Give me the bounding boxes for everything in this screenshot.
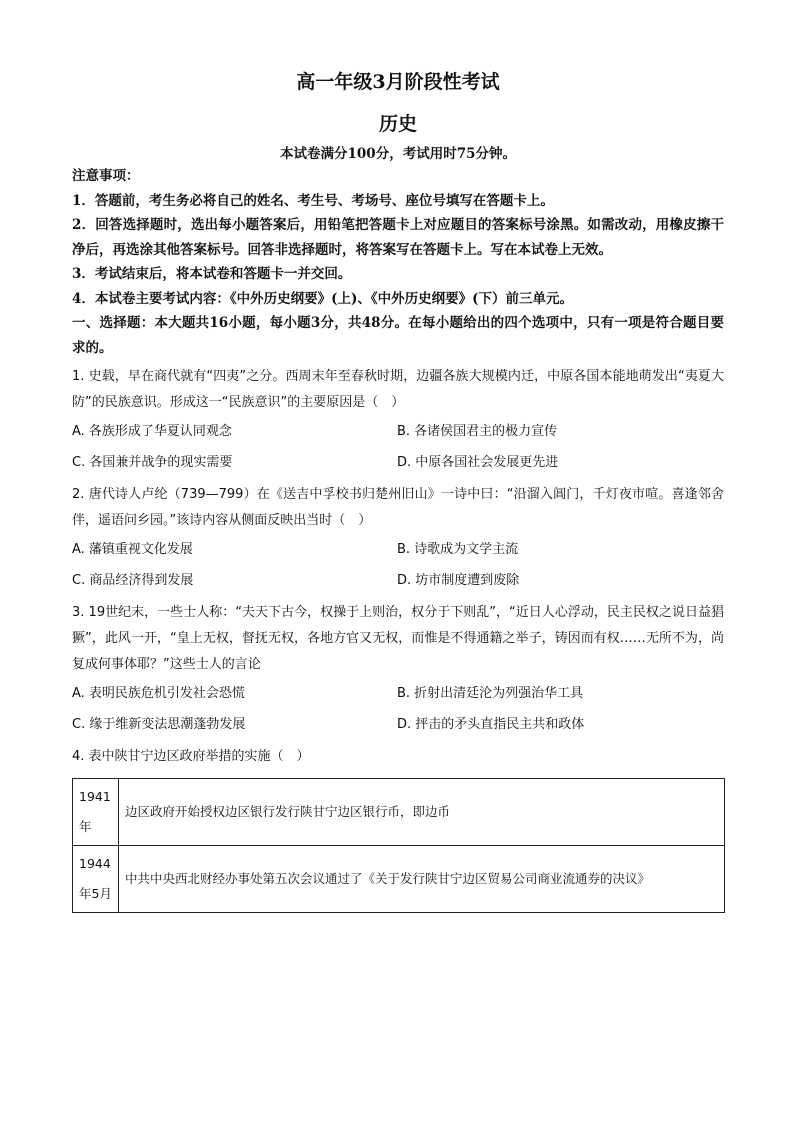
question-stem: 2. 唐代诗人卢纶（739—799）在《送吉中孚校书归楚州旧山》一诗中曰：“沿溜入阊门，千灯夜市喧。喜逢邻舍伴，遥语问乡园。”该诗内容从侧面反映出当时（ ） <box>72 487 724 528</box>
question-4 <box>72 744 724 913</box>
note-item: 3．考试结束后，将本试卷和答题卡一并交回。 <box>72 266 352 282</box>
note-item: 4．本试卷主要考试内容：《中外历史纲要》(上)、《中外历史纲要》(下）前三单元。 <box>72 290 574 307</box>
exam-subject: 历史 <box>378 113 417 135</box>
options-grid <box>72 678 724 740</box>
option-d[interactable]: D. 坊市制度遭到废除 <box>397 573 520 588</box>
note-item: 1．答题前，考生务必将自己的姓名、考生号、考场号、座位号填写在答题卡上。 <box>72 192 554 209</box>
question-2 <box>72 482 724 596</box>
measures-table <box>72 778 725 913</box>
option-b[interactable]: B. 诗歌成为文学主流 <box>397 542 519 557</box>
exam-title: 高一年级3月阶段性考试 <box>296 71 500 93</box>
note-item: 2．回答选择题时，选出每小题答案后，用铅笔把答题卡上对应题目的答案标号涂黑。如需改动，用橡皮擦干净后，再选涂其他答案标号。回答非选择题时，将答案写在答题卡上。写在本试卷上无效。 <box>72 217 724 258</box>
option-a[interactable]: A. 各族形成了华夏认同观念 <box>72 424 232 439</box>
option-c[interactable]: C. 各国兼并战争的现实需要 <box>72 455 233 470</box>
year-cell: 1944年5月 <box>73 846 119 913</box>
option-c[interactable]: C. 缘于维新变法思潮蓬勃发展 <box>72 717 246 732</box>
options-grid <box>72 416 724 478</box>
option-d[interactable]: D. 中原各国社会发展更先进 <box>397 455 559 470</box>
option-d[interactable]: D. 抨击的矛头直指民主共和政体 <box>397 717 585 732</box>
question-stem: 1. 史载，早在商代就有“四夷”之分。西周末年至春秋时期，边疆各族大规模内迁，中原各国本能地萌发出“夷夏大防”的民族意识。形成这一“民族意识”的主要原因是（ ） <box>72 369 724 410</box>
option-c[interactable]: C. 商品经济得到发展 <box>72 573 194 588</box>
event-cell: 中共中央西北财经办事处第五次会议通过了《关于发行陕甘宁边区贸易公司商业流通券的决议》 <box>119 846 725 913</box>
event-cell: 边区政府开始授权边区银行发行陕甘宁边区银行币，即边币 <box>119 779 725 846</box>
question-stem: 4. 表中陕甘宁边区政府举措的实施（ ） <box>72 749 310 764</box>
option-a[interactable]: A. 表明民族危机引发社会恐慌 <box>72 686 245 701</box>
notes-section <box>72 164 724 311</box>
option-b[interactable]: B. 各诸侯国君主的极力宣传 <box>397 424 558 439</box>
question-1 <box>72 364 724 478</box>
table-row <box>73 779 725 846</box>
question-3 <box>72 600 724 740</box>
option-b[interactable]: B. 折射出清廷沦为列强治华工具 <box>397 686 584 701</box>
question-stem: 3. 19世纪末，一些士人称：“夫天下古今，权操于上则治，权分于下则乱”，“近日人心浮动，民主民权之说日益猖獗”，此风一开，“皇上无权，督抚无权，各地方官又无权，而惟是不得通籍之举子，铸因而有权……无所不为，尚复成何事体耶？”这些士人的言论 <box>72 605 724 672</box>
exam-page <box>72 68 724 913</box>
year-cell: 1941年 <box>73 779 119 846</box>
notes-heading: 注意事项： <box>72 168 140 184</box>
section-heading: 一、选择题：本大题共16小题，每小题3分，共48分。在每小题给出的四个选项中，只有一项是符合题目要求的。 <box>72 315 724 356</box>
table-row <box>73 846 725 913</box>
option-a[interactable]: A. 藩镇重视文化发展 <box>72 542 193 557</box>
options-grid <box>72 534 724 596</box>
exam-meta: 本试卷满分100分，考试用时75分钟。 <box>280 146 516 162</box>
